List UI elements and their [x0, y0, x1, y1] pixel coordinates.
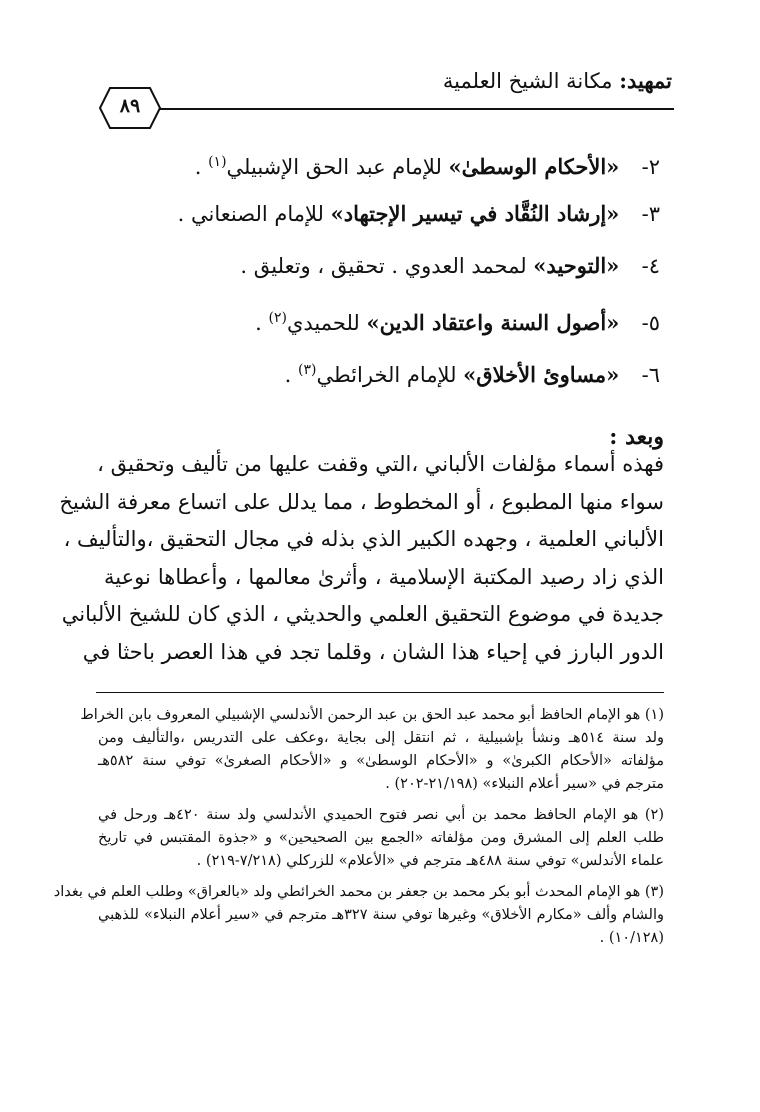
- section-title: مكانة الشيخ العلمية: [442, 69, 613, 93]
- list-item-title: «التوحيد»: [533, 253, 620, 278]
- footnote-rule: [96, 692, 664, 693]
- list-item: [100, 246, 660, 298]
- footnotes: [53, 704, 664, 958]
- footnote-line: طلب العلم إلى المشرق ومن مؤلفاته «الجمع بين الصحيحين» و «جذوة المقتبس في تاريخ: [98, 830, 664, 846]
- list-item: [100, 350, 660, 402]
- footnote-line: ولد سنة ٥١٤هـ ونشأ بإشبيلية ، ثم انتقل إلى بجاية ،وعكف على التدريس ،والتأليف ومن: [98, 730, 664, 746]
- works-list: [100, 142, 660, 402]
- footnote-line: مترجم في «سير أعلام النبلاء» (٢١/١٩٨-٢٠٢) .: [385, 776, 664, 792]
- footnote-ref: (٣): [297, 362, 317, 378]
- list-item-end: .: [194, 155, 209, 179]
- footnote-line: والشام وألف «مكارم الأخلاق» وغيرها توفي سنة ٣٢٧هـ مترجم في «سير أعلام النبلاء» للذهبي: [98, 907, 664, 923]
- list-item-text: للإمام الخرائطي: [316, 363, 464, 387]
- footnote-line: (٣) هو الإمام المحدث أبو بكر محمد بن جعفر بن محمد الخرائطي ولد «بالعراق» وطلب العلم في بغداد: [53, 884, 664, 900]
- list-item-number: ٦-: [641, 363, 660, 387]
- body-line: الألباني العلمية ، وجهده الكبير الذي بذله في مجال التحقيق ،والتأليف ،: [63, 527, 664, 551]
- body-line: جديدة في موضوع التحقيق العلمي والحديثي ، الذي كان للشيخ الألباني: [61, 602, 664, 626]
- list-item-number: ٤-: [641, 254, 660, 278]
- list-item: [100, 142, 660, 194]
- footnote: [53, 881, 664, 950]
- body-line: سواء منها المطبوع ، أو المخطوط ، مما يدلل على اتساع معرفة الشيخ: [59, 489, 664, 514]
- list-item-number: ٥-: [641, 311, 660, 335]
- list-item: [100, 298, 660, 350]
- footnote: [80, 704, 664, 796]
- chapter-separator: :: [619, 68, 627, 93]
- list-item-text: للإمام عبد الحق الإشبيلي: [226, 155, 449, 179]
- header-rule: [150, 108, 674, 110]
- body-line: فهذه أسماء مؤلفات الألباني ،التي وقفت عليها من تأليف وتحقيق ،: [97, 452, 664, 476]
- footnote-line: (٢) هو الإمام الحافظ محمد بن أبي نصر فتوح الحميدي الأندلسي ولد سنة ٤٢٠هـ ورحل في: [98, 807, 664, 823]
- body-line: الدور البارز في إحياء هذا الشان ، وقلما تجد في هذا العصر باحثا في: [82, 639, 664, 664]
- list-item: [100, 194, 660, 246]
- chapter-label: تمهيد: [626, 68, 672, 93]
- footnote-line: (١) هو الإمام الحافظ أبو محمد عبد الحق بن عبد الرحمن الأندلسي الإشبيلي المعروف بابن الخراط: [80, 707, 664, 723]
- list-item-title: «أصول السنة واعتقاد الدين»: [366, 310, 620, 335]
- body-line: الذي زاد رصيد المكتبة الإسلامية ، وأثرىٰ معالمها ، وأعطاها نوعية: [104, 564, 664, 589]
- list-item-end: .: [284, 363, 298, 387]
- page-number-badge: [98, 86, 162, 130]
- list-item-number: ٢-: [641, 155, 660, 179]
- footnote-ref: (٢): [268, 310, 287, 326]
- page-number: ٨٩: [119, 95, 141, 117]
- footnote-ref: (١): [208, 154, 227, 170]
- list-item-title: «الأحكام الوسطىٰ»: [448, 154, 620, 179]
- running-header: [152, 68, 672, 93]
- footnote-line: (١٠/١٢٨) .: [599, 930, 664, 946]
- list-item-title: «إرشاد النُقَّاد في تيسير الإجتهاد»: [330, 201, 620, 226]
- list-item-number: ٣-: [641, 202, 660, 226]
- footnote-line: مؤلفاته «الأحكام الكبرىٰ» و «الأحكام الوسطىٰ» و «الأحكام الصغرىٰ» توفي سنة ٥٨٢هـ: [98, 753, 664, 769]
- list-item-text: للإمام الصنعاني .: [177, 202, 331, 226]
- list-item-text: للحميدي: [286, 311, 367, 335]
- footnote: [98, 804, 664, 873]
- list-item-text: لمحمد العدوي . تحقيق ، وتعليق .: [240, 254, 534, 278]
- section-heading: وبعد :: [609, 424, 664, 450]
- list-item-title: «مساوئ الأخلاق»: [463, 362, 620, 387]
- footnote-line: علماء الأندلس» توفي سنة ٤٨٨هـ مترجم في «الأعلام» للزركلي (٧/٢١٨-٢١٩) .: [196, 853, 664, 869]
- body-paragraph: [59, 446, 664, 671]
- list-item-end: .: [255, 311, 269, 335]
